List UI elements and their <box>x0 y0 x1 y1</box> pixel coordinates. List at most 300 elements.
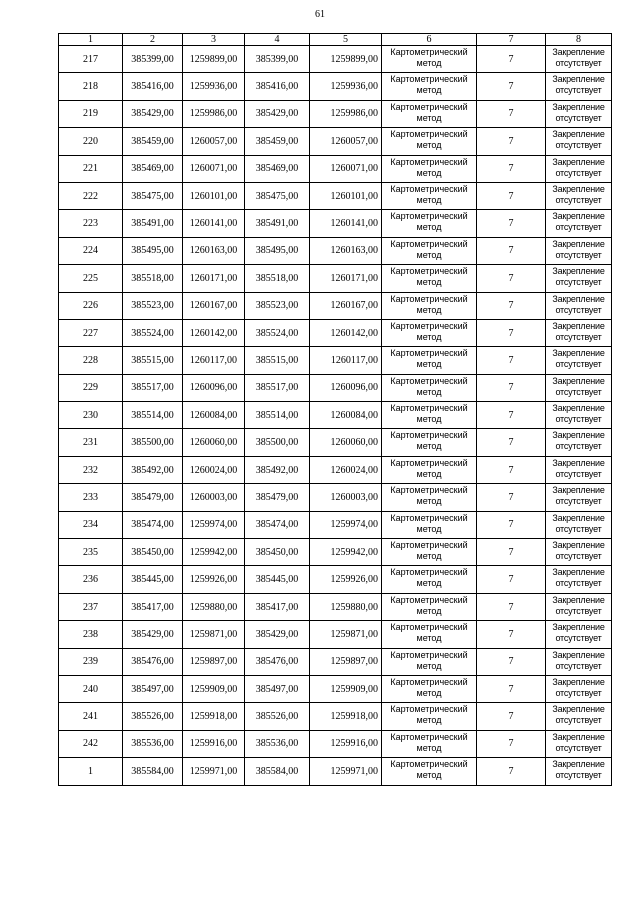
method-line: метод <box>416 222 442 233</box>
method-line: Картометрический <box>390 238 468 249</box>
method-line: Картометрический <box>390 622 468 633</box>
accuracy-cell: 7 <box>477 758 546 785</box>
table-row <box>59 210 612 237</box>
fixation-cell <box>546 292 612 319</box>
y-coordinate-cell: 1259926,00 <box>183 566 245 593</box>
coordinates-table <box>58 33 612 786</box>
point-number-cell: 229 <box>59 374 123 401</box>
fixation-line: отсутствует <box>555 194 602 205</box>
method-line: метод <box>416 660 442 671</box>
x-coordinate-cell: 385479,00 <box>123 484 183 511</box>
method-cell <box>382 456 477 483</box>
point-number-cell: 230 <box>59 402 123 429</box>
fixation-line: отсутствует <box>555 167 602 178</box>
y-coordinate-cell: 1259909,00 <box>183 675 245 702</box>
accuracy-cell: 7 <box>477 128 546 155</box>
y-coordinate-cell: 1260003,00 <box>183 484 245 511</box>
point-number-cell: 242 <box>59 730 123 757</box>
point-number-cell: 222 <box>59 182 123 209</box>
method-line: метод <box>416 386 442 397</box>
fixation-line: отсутствует <box>555 523 602 534</box>
table-row <box>59 128 612 155</box>
x-coordinate-cell: 385469,00 <box>123 155 183 182</box>
method-line: Картометрический <box>390 293 468 304</box>
fixation-cell <box>546 593 612 620</box>
x-coordinate-cell: 385476,00 <box>123 648 183 675</box>
y-coordinate-cell: 1260141,00 <box>183 210 245 237</box>
table-row <box>59 100 612 127</box>
method-line: метод <box>416 359 442 370</box>
x-coordinate-cell: 385492,00 <box>123 456 183 483</box>
fixation-cell <box>546 675 612 702</box>
x-coordinate-cell: 385475,00 <box>245 182 310 209</box>
method-line: метод <box>416 58 442 68</box>
y-coordinate-cell: 1259926,00 <box>310 566 382 593</box>
y-coordinate-cell: 1260142,00 <box>310 319 382 346</box>
fixation-line: Закрепление <box>552 156 605 167</box>
x-coordinate-cell: 385524,00 <box>123 319 183 346</box>
fixation-line: Закрепление <box>552 266 605 277</box>
fixation-cell <box>546 347 612 374</box>
accuracy-cell: 7 <box>477 648 546 675</box>
fixation-line: Закрепление <box>552 567 605 578</box>
y-coordinate-cell: 1260024,00 <box>310 456 382 483</box>
accuracy-cell: 7 <box>477 730 546 757</box>
x-coordinate-cell: 385523,00 <box>123 292 183 319</box>
table-row <box>59 648 612 675</box>
method-line: Картометрический <box>390 485 468 496</box>
method-line: метод <box>416 304 442 315</box>
x-coordinate-cell: 385445,00 <box>245 566 310 593</box>
fixation-cell <box>546 730 612 757</box>
fixation-line: отсутствует <box>555 386 602 397</box>
table-row <box>59 484 612 511</box>
fixation-line: Закрепление <box>552 540 605 551</box>
y-coordinate-cell: 1259936,00 <box>310 73 382 100</box>
x-coordinate-cell: 385429,00 <box>123 621 183 648</box>
y-coordinate-cell: 1259880,00 <box>183 593 245 620</box>
point-number-cell: 217 <box>59 46 123 73</box>
point-number-cell: 223 <box>59 210 123 237</box>
fixation-cell <box>546 758 612 785</box>
method-line: метод <box>416 578 442 589</box>
method-cell <box>382 402 477 429</box>
fixation-cell <box>546 265 612 292</box>
y-coordinate-cell: 1259899,00 <box>310 46 382 73</box>
method-line: Картометрический <box>390 759 468 770</box>
table-row <box>59 347 612 374</box>
method-cell <box>382 100 477 127</box>
method-line: метод <box>416 605 442 616</box>
point-number-cell: 233 <box>59 484 123 511</box>
fixation-line: отсутствует <box>555 304 602 315</box>
y-coordinate-cell: 1259986,00 <box>183 100 245 127</box>
accuracy-cell: 7 <box>477 484 546 511</box>
fixation-line: Закрепление <box>552 238 605 249</box>
method-cell <box>382 237 477 264</box>
table-row <box>59 429 612 456</box>
x-coordinate-cell: 385475,00 <box>123 182 183 209</box>
accuracy-cell: 7 <box>477 319 546 346</box>
method-cell <box>382 319 477 346</box>
y-coordinate-cell: 1260101,00 <box>310 182 382 209</box>
fixation-line: отсутствует <box>555 331 602 342</box>
y-coordinate-cell: 1260117,00 <box>183 347 245 374</box>
method-cell <box>382 429 477 456</box>
x-coordinate-cell: 385479,00 <box>245 484 310 511</box>
method-line: метод <box>416 167 442 178</box>
fixation-line: отсутствует <box>555 496 602 507</box>
page-number: 61 <box>315 9 325 20</box>
method-line: Картометрический <box>390 704 468 715</box>
table-row <box>59 402 612 429</box>
method-line: Картометрический <box>390 430 468 441</box>
method-line: Картометрический <box>390 457 468 468</box>
method-line: Картометрический <box>390 47 468 57</box>
fixation-line: Закрепление <box>552 512 605 523</box>
method-line: метод <box>416 441 442 452</box>
y-coordinate-cell: 1259942,00 <box>310 539 382 566</box>
fixation-line: отсутствует <box>555 578 602 589</box>
fixation-line: Закрепление <box>552 676 605 687</box>
y-coordinate-cell: 1259974,00 <box>310 511 382 538</box>
method-line: метод <box>416 633 442 644</box>
fixation-line: отсутствует <box>555 468 602 479</box>
fixation-line: отсутствует <box>555 742 602 753</box>
point-number-cell: 219 <box>59 100 123 127</box>
method-line: метод <box>416 468 442 479</box>
point-number-cell: 228 <box>59 347 123 374</box>
table-row <box>59 292 612 319</box>
table-row <box>59 675 612 702</box>
fixation-line: отсутствует <box>555 605 602 616</box>
fixation-line: Закрепление <box>552 731 605 742</box>
point-number-cell: 231 <box>59 429 123 456</box>
method-line: метод <box>416 140 442 151</box>
accuracy-cell: 7 <box>477 210 546 237</box>
point-number-cell: 221 <box>59 155 123 182</box>
point-number-cell: 218 <box>59 73 123 100</box>
y-coordinate-cell: 1260141,00 <box>310 210 382 237</box>
table-row <box>59 182 612 209</box>
accuracy-cell: 7 <box>477 292 546 319</box>
method-cell <box>382 374 477 401</box>
fixation-line: отсутствует <box>555 660 602 671</box>
method-cell <box>382 648 477 675</box>
table-row <box>59 593 612 620</box>
x-coordinate-cell: 385514,00 <box>245 402 310 429</box>
method-line: Картометрический <box>390 320 468 331</box>
y-coordinate-cell: 1260024,00 <box>183 456 245 483</box>
y-coordinate-cell: 1260003,00 <box>310 484 382 511</box>
y-coordinate-cell: 1260057,00 <box>183 128 245 155</box>
y-coordinate-cell: 1260167,00 <box>183 292 245 319</box>
table-row <box>59 374 612 401</box>
y-coordinate-cell: 1260163,00 <box>183 237 245 264</box>
x-coordinate-cell: 385515,00 <box>123 347 183 374</box>
table-row <box>59 621 612 648</box>
y-coordinate-cell: 1259880,00 <box>310 593 382 620</box>
accuracy-cell: 7 <box>477 675 546 702</box>
method-cell <box>382 73 477 100</box>
table-row <box>59 265 612 292</box>
y-coordinate-cell: 1259942,00 <box>183 539 245 566</box>
x-coordinate-cell: 385416,00 <box>245 73 310 100</box>
method-cell <box>382 128 477 155</box>
point-number-cell: 240 <box>59 675 123 702</box>
method-cell <box>382 265 477 292</box>
accuracy-cell: 7 <box>477 703 546 730</box>
fixation-line: Закрепление <box>552 375 605 386</box>
accuracy-cell: 7 <box>477 402 546 429</box>
y-coordinate-cell: 1260167,00 <box>310 292 382 319</box>
accuracy-cell: 7 <box>477 511 546 538</box>
point-number-cell: 235 <box>59 539 123 566</box>
method-line: Картометрический <box>390 649 468 660</box>
point-number-cell: 226 <box>59 292 123 319</box>
fixation-line: отсутствует <box>555 441 602 452</box>
x-coordinate-cell: 385417,00 <box>245 593 310 620</box>
fixation-cell <box>546 566 612 593</box>
fixation-line: Закрепление <box>552 183 605 194</box>
fixation-line: отсутствует <box>555 770 602 781</box>
point-number-cell: 239 <box>59 648 123 675</box>
x-coordinate-cell: 385495,00 <box>123 237 183 264</box>
table-row <box>59 703 612 730</box>
fixation-line: Закрепление <box>552 47 605 57</box>
method-line: Картометрический <box>390 266 468 277</box>
y-coordinate-cell: 1260071,00 <box>310 155 382 182</box>
column-header: 2 <box>123 34 183 46</box>
accuracy-cell: 7 <box>477 265 546 292</box>
x-coordinate-cell: 385417,00 <box>123 593 183 620</box>
y-coordinate-cell: 1259971,00 <box>310 758 382 785</box>
fixation-line: отсутствует <box>555 112 602 123</box>
x-coordinate-cell: 385491,00 <box>245 210 310 237</box>
y-coordinate-cell: 1259897,00 <box>310 648 382 675</box>
fixation-cell <box>546 484 612 511</box>
table-row <box>59 539 612 566</box>
method-line: метод <box>416 414 442 425</box>
method-line: метод <box>416 687 442 698</box>
fixation-cell <box>546 319 612 346</box>
fixation-line: отсутствует <box>555 715 602 726</box>
fixation-line: отсутствует <box>555 249 602 260</box>
accuracy-cell: 7 <box>477 46 546 73</box>
x-coordinate-cell: 385514,00 <box>123 402 183 429</box>
y-coordinate-cell: 1259936,00 <box>183 73 245 100</box>
y-coordinate-cell: 1260163,00 <box>310 237 382 264</box>
y-coordinate-cell: 1259918,00 <box>183 703 245 730</box>
method-cell <box>382 566 477 593</box>
fixation-cell <box>546 128 612 155</box>
x-coordinate-cell: 385497,00 <box>245 675 310 702</box>
y-coordinate-cell: 1260060,00 <box>310 429 382 456</box>
x-coordinate-cell: 385450,00 <box>245 539 310 566</box>
x-coordinate-cell: 385459,00 <box>245 128 310 155</box>
y-coordinate-cell: 1260096,00 <box>310 374 382 401</box>
fixation-line: Закрепление <box>552 430 605 441</box>
method-line: Картометрический <box>390 156 468 167</box>
point-number-cell: 224 <box>59 237 123 264</box>
fixation-line: Закрепление <box>552 74 605 85</box>
x-coordinate-cell: 385459,00 <box>123 128 183 155</box>
fixation-cell <box>546 539 612 566</box>
x-coordinate-cell: 385536,00 <box>123 730 183 757</box>
fixation-line: отсутствует <box>555 222 602 233</box>
y-coordinate-cell: 1260101,00 <box>183 182 245 209</box>
method-cell <box>382 621 477 648</box>
fixation-cell <box>546 511 612 538</box>
x-coordinate-cell: 385429,00 <box>245 100 310 127</box>
fixation-line: отсутствует <box>555 140 602 151</box>
column-header: 1 <box>59 34 123 46</box>
x-coordinate-cell: 385474,00 <box>123 511 183 538</box>
x-coordinate-cell: 385584,00 <box>123 758 183 785</box>
method-line: метод <box>416 523 442 534</box>
fixation-cell <box>546 100 612 127</box>
fixation-line: отсутствует <box>555 633 602 644</box>
method-line: Картометрический <box>390 567 468 578</box>
method-cell <box>382 675 477 702</box>
method-line: Картометрический <box>390 540 468 551</box>
accuracy-cell: 7 <box>477 621 546 648</box>
y-coordinate-cell: 1260171,00 <box>183 265 245 292</box>
y-coordinate-cell: 1260060,00 <box>183 429 245 456</box>
x-coordinate-cell: 385526,00 <box>123 703 183 730</box>
fixation-line: Закрепление <box>552 348 605 359</box>
accuracy-cell: 7 <box>477 429 546 456</box>
method-cell <box>382 539 477 566</box>
x-coordinate-cell: 385517,00 <box>123 374 183 401</box>
table-row <box>59 758 612 785</box>
method-line: Картометрический <box>390 403 468 414</box>
y-coordinate-cell: 1260142,00 <box>183 319 245 346</box>
y-coordinate-cell: 1259899,00 <box>183 46 245 73</box>
method-line: метод <box>416 277 442 288</box>
point-number-cell: 227 <box>59 319 123 346</box>
method-line: метод <box>416 249 442 260</box>
method-cell <box>382 703 477 730</box>
y-coordinate-cell: 1260057,00 <box>310 128 382 155</box>
method-line: метод <box>416 715 442 726</box>
table-row <box>59 730 612 757</box>
method-cell <box>382 758 477 785</box>
method-line: Картометрический <box>390 211 468 222</box>
y-coordinate-cell: 1259871,00 <box>310 621 382 648</box>
fixation-cell <box>546 237 612 264</box>
x-coordinate-cell: 385474,00 <box>245 511 310 538</box>
accuracy-cell: 7 <box>477 155 546 182</box>
x-coordinate-cell: 385497,00 <box>123 675 183 702</box>
method-cell <box>382 593 477 620</box>
accuracy-cell: 7 <box>477 593 546 620</box>
fixation-line: Закрепление <box>552 649 605 660</box>
fixation-line: Закрепление <box>552 293 605 304</box>
accuracy-cell: 7 <box>477 100 546 127</box>
y-coordinate-cell: 1259971,00 <box>183 758 245 785</box>
fixation-line: Закрепление <box>552 101 605 112</box>
table-row <box>59 566 612 593</box>
method-line: Картометрический <box>390 676 468 687</box>
x-coordinate-cell: 385500,00 <box>245 429 310 456</box>
fixation-cell <box>546 46 612 73</box>
method-line: метод <box>416 551 442 562</box>
fixation-line: Закрепление <box>552 594 605 605</box>
x-coordinate-cell: 385492,00 <box>245 456 310 483</box>
method-cell <box>382 292 477 319</box>
method-line: Картометрический <box>390 74 468 85</box>
x-coordinate-cell: 385524,00 <box>245 319 310 346</box>
x-coordinate-cell: 385517,00 <box>245 374 310 401</box>
table-row <box>59 46 612 73</box>
fixation-cell <box>546 621 612 648</box>
y-coordinate-cell: 1259918,00 <box>310 703 382 730</box>
y-coordinate-cell: 1259916,00 <box>310 730 382 757</box>
fixation-line: отсутствует <box>555 277 602 288</box>
fixation-cell <box>546 210 612 237</box>
x-coordinate-cell: 385450,00 <box>123 539 183 566</box>
x-coordinate-cell: 385526,00 <box>245 703 310 730</box>
fixation-line: отсутствует <box>555 414 602 425</box>
method-cell <box>382 347 477 374</box>
column-header: 8 <box>546 34 612 46</box>
fixation-line: отсутствует <box>555 58 602 68</box>
x-coordinate-cell: 385399,00 <box>123 46 183 73</box>
accuracy-cell: 7 <box>477 347 546 374</box>
fixation-line: отсутствует <box>555 359 602 370</box>
table-row <box>59 155 612 182</box>
x-coordinate-cell: 385491,00 <box>123 210 183 237</box>
point-number-cell: 220 <box>59 128 123 155</box>
fixation-line: Закрепление <box>552 457 605 468</box>
fixation-line: отсутствует <box>555 551 602 562</box>
method-line: Картометрический <box>390 101 468 112</box>
column-header: 7 <box>477 34 546 46</box>
fixation-line: Закрепление <box>552 129 605 140</box>
column-header: 6 <box>382 34 477 46</box>
fixation-cell <box>546 648 612 675</box>
point-number-cell: 241 <box>59 703 123 730</box>
fixation-line: отсутствует <box>555 687 602 698</box>
fixation-cell <box>546 703 612 730</box>
x-coordinate-cell: 385500,00 <box>123 429 183 456</box>
table-row <box>59 73 612 100</box>
x-coordinate-cell: 385536,00 <box>245 730 310 757</box>
method-cell <box>382 155 477 182</box>
point-number-cell: 1 <box>59 758 123 785</box>
column-header: 5 <box>310 34 382 46</box>
y-coordinate-cell: 1260084,00 <box>183 402 245 429</box>
y-coordinate-cell: 1259871,00 <box>183 621 245 648</box>
fixation-cell <box>546 456 612 483</box>
x-coordinate-cell: 385399,00 <box>245 46 310 73</box>
method-line: метод <box>416 194 442 205</box>
fixation-line: Закрепление <box>552 320 605 331</box>
table-row <box>59 511 612 538</box>
x-coordinate-cell: 385476,00 <box>245 648 310 675</box>
method-line: метод <box>416 85 442 96</box>
fixation-line: Закрепление <box>552 622 605 633</box>
x-coordinate-cell: 385469,00 <box>245 155 310 182</box>
y-coordinate-cell: 1260084,00 <box>310 402 382 429</box>
table-header-row <box>59 34 612 46</box>
y-coordinate-cell: 1259916,00 <box>183 730 245 757</box>
y-coordinate-cell: 1259986,00 <box>310 100 382 127</box>
x-coordinate-cell: 385429,00 <box>245 621 310 648</box>
column-header: 3 <box>183 34 245 46</box>
x-coordinate-cell: 385429,00 <box>123 100 183 127</box>
